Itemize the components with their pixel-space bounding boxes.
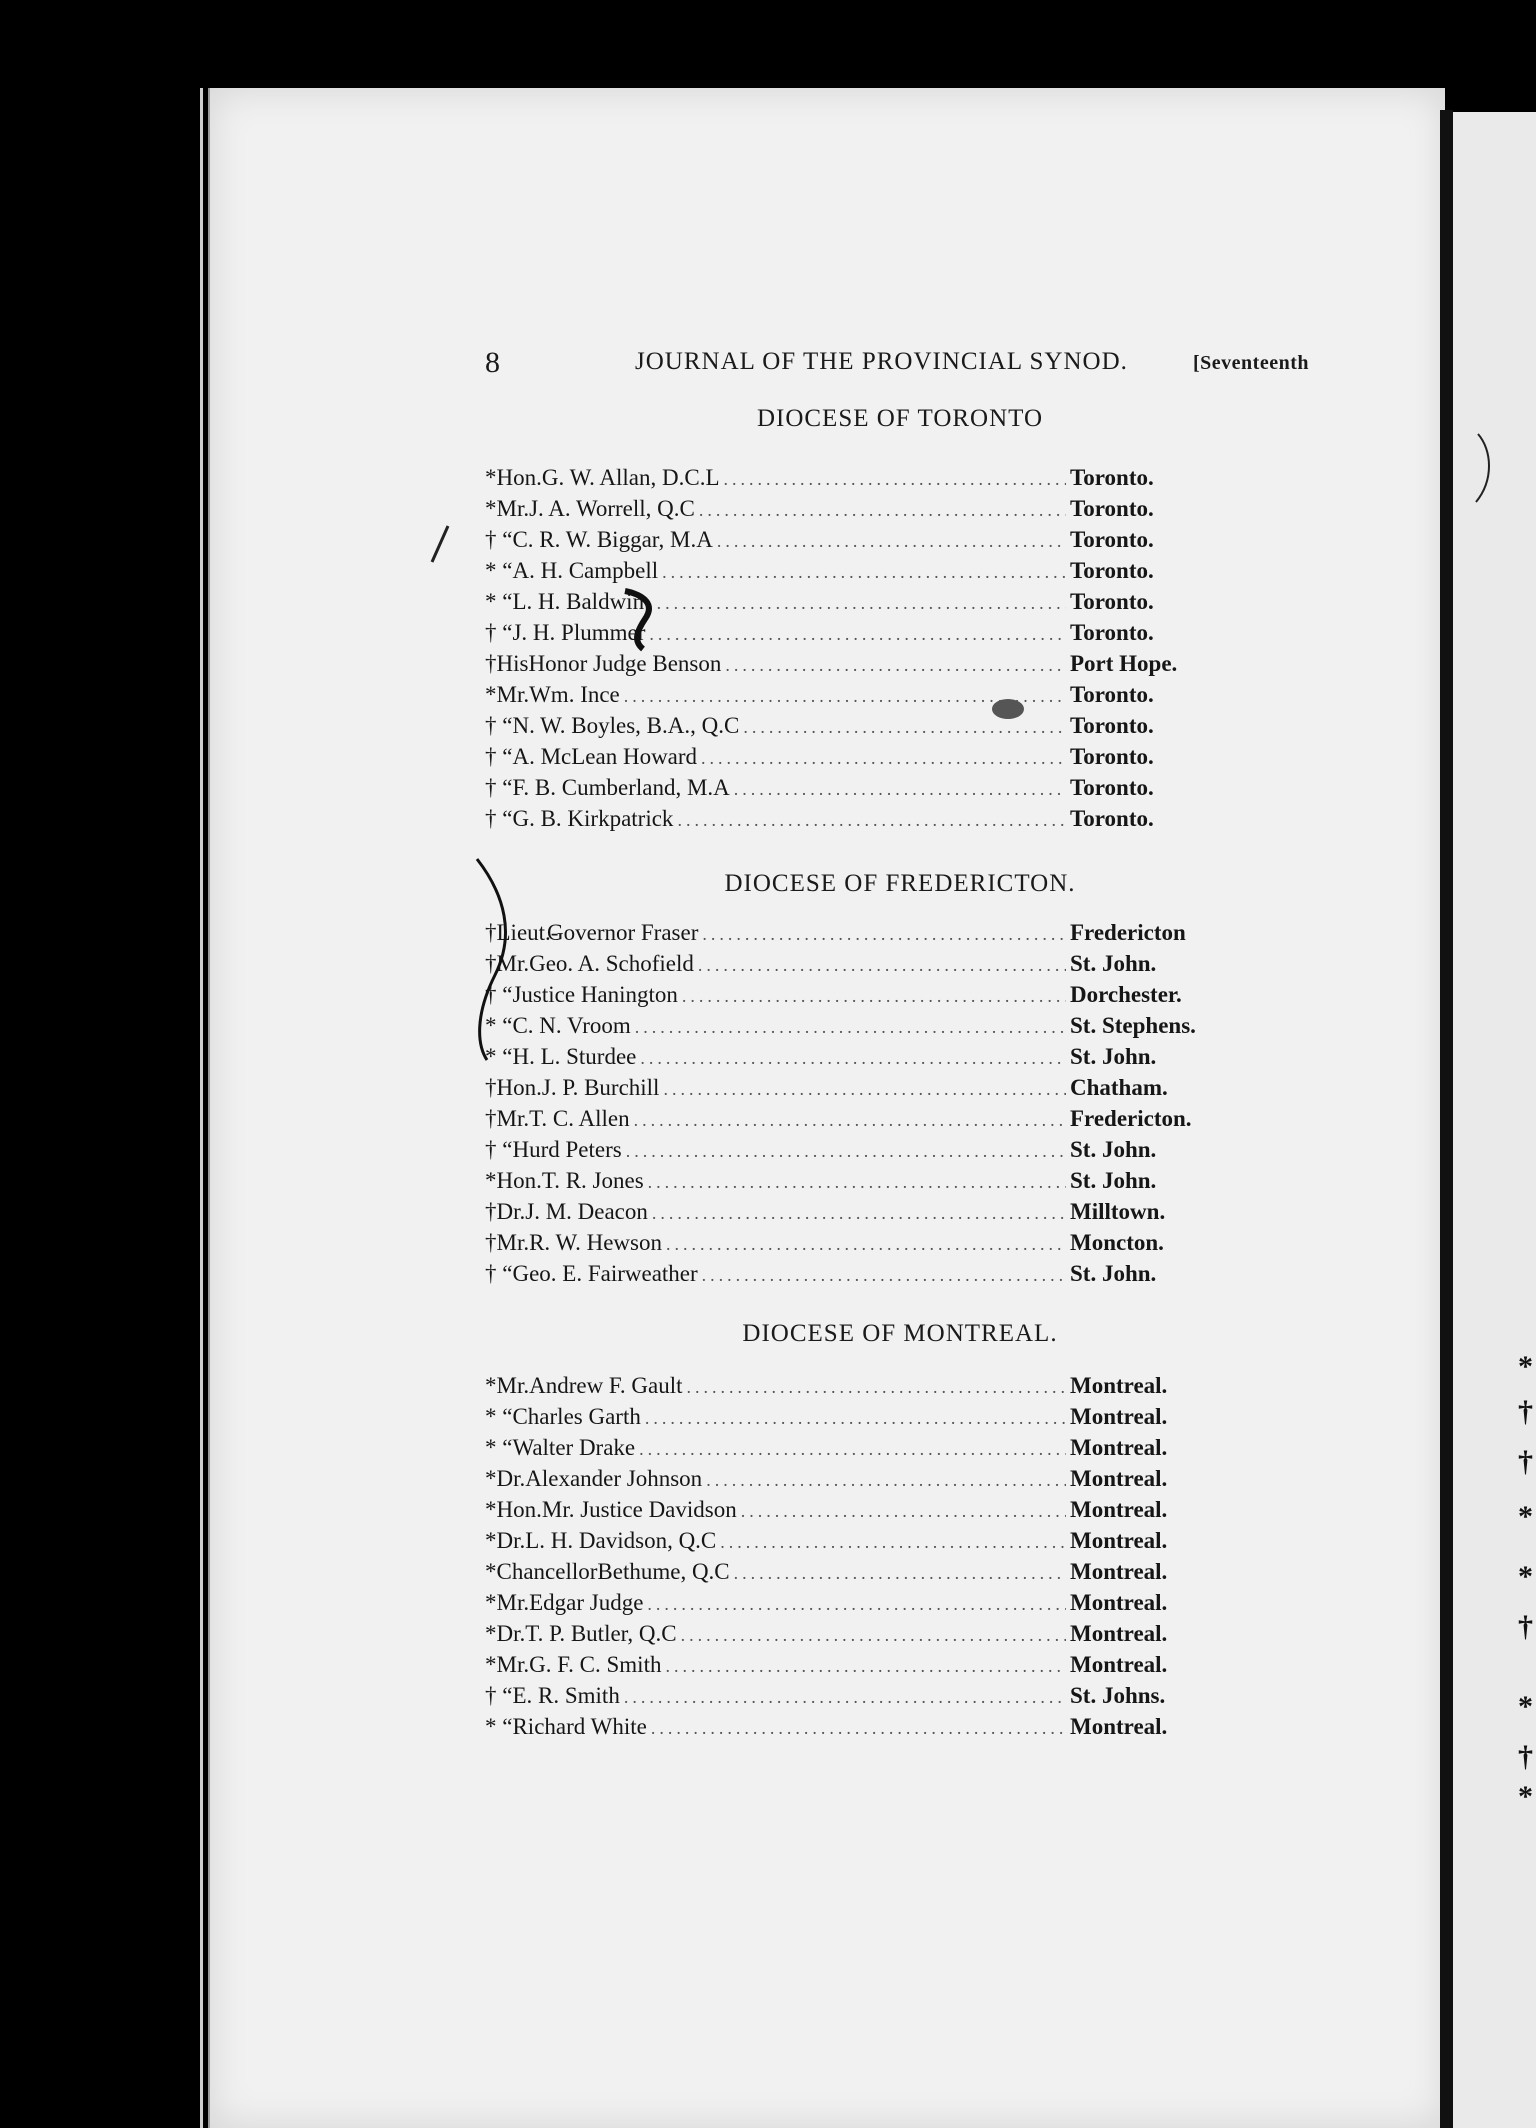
dot-leader xyxy=(648,593,1066,614)
entry-name: N. W. Boyles, B.A., Q.C xyxy=(512,713,740,738)
entry-mark: † “ xyxy=(485,713,513,738)
entry-name: Richard White xyxy=(512,1714,647,1739)
entry-name: R. W. Hewson xyxy=(529,1230,662,1255)
entry-place: Montreal. xyxy=(1070,1590,1168,1615)
entry-name: Honor Judge Benson xyxy=(528,651,722,676)
dot-leader xyxy=(645,1408,1066,1429)
dot-leader xyxy=(663,1079,1066,1100)
entry-place: Montreal. xyxy=(1070,1435,1168,1460)
entry-place: Montreal. xyxy=(1070,1714,1168,1739)
list-item xyxy=(485,920,1300,951)
list-item xyxy=(485,682,1300,713)
entry-mark: * “ xyxy=(485,1404,513,1429)
list-item xyxy=(485,589,1300,620)
margin-mark: * xyxy=(1518,1500,1533,1533)
dot-leader xyxy=(734,779,1066,800)
list-item xyxy=(485,1075,1300,1106)
entry-mark: † “ xyxy=(485,1261,513,1286)
entry-mark: *Hon. xyxy=(485,1497,542,1522)
entry-place: Toronto. xyxy=(1070,682,1154,707)
list-item xyxy=(485,1466,1300,1497)
entry-name: Bethume, Q.C xyxy=(597,1559,730,1584)
member-list-toronto xyxy=(485,465,1300,837)
entry-place: Montreal. xyxy=(1070,1497,1168,1522)
dot-leader xyxy=(701,748,1066,769)
dot-leader xyxy=(699,500,1066,521)
entry-place: St. John. xyxy=(1070,1137,1157,1162)
list-item xyxy=(485,1168,1300,1199)
entry-mark: †Mr. xyxy=(485,951,530,976)
entry-name: C. N. Vroom xyxy=(512,1013,631,1038)
entry-place: Montreal. xyxy=(1070,1621,1168,1646)
dot-leader xyxy=(702,1265,1066,1286)
entry-place: Toronto. xyxy=(1070,558,1154,583)
entry-place: Dorchester. xyxy=(1070,982,1182,1007)
entry-name: G. B. Kirkpatrick xyxy=(512,806,674,831)
dot-leader xyxy=(681,1625,1066,1646)
list-item xyxy=(485,558,1300,589)
entry-mark: *Hon. xyxy=(485,465,542,490)
dot-leader xyxy=(706,1470,1066,1491)
entry-place: Toronto. xyxy=(1070,589,1154,614)
margin-mark: † xyxy=(1518,1395,1533,1428)
entry-mark: †Mr. xyxy=(485,1106,530,1131)
entry-place: St. Stephens. xyxy=(1070,1013,1196,1038)
dot-leader xyxy=(724,469,1067,490)
entry-mark: † “ xyxy=(485,620,513,645)
entry-mark: * “ xyxy=(485,1435,513,1460)
entry-name: Charles Garth xyxy=(512,1404,641,1429)
list-item xyxy=(485,1404,1300,1435)
entry-place: Toronto. xyxy=(1070,713,1154,738)
dot-leader xyxy=(725,655,1066,676)
list-item xyxy=(485,496,1300,527)
entry-name: Walter Drake xyxy=(512,1435,636,1460)
list-item xyxy=(485,1621,1300,1652)
entry-mark: † “ xyxy=(485,1137,513,1162)
pen-stroke-mark xyxy=(1470,430,1500,510)
entry-place: St. Johns. xyxy=(1070,1683,1166,1708)
entry-mark: *Hon. xyxy=(485,1168,542,1193)
entry-name: Alexander Johnson xyxy=(525,1466,703,1491)
margin-mark: * xyxy=(1518,1690,1533,1723)
dot-leader xyxy=(647,1594,1066,1615)
entry-mark: *Chancellor xyxy=(485,1559,598,1584)
entry-name: J. H. Plummer xyxy=(512,620,646,645)
entry-place: St. John. xyxy=(1070,1261,1157,1286)
dot-leader xyxy=(741,1501,1066,1522)
entry-mark: * “ xyxy=(485,1044,513,1069)
entry-place: Montreal. xyxy=(1070,1404,1168,1429)
entry-mark: *Dr. xyxy=(485,1528,526,1553)
entry-name: Geo. A. Schofield xyxy=(529,951,694,976)
entry-mark: *Mr. xyxy=(485,682,530,707)
dot-leader xyxy=(624,1687,1066,1708)
list-item xyxy=(485,1230,1300,1261)
entry-place: Milltown. xyxy=(1070,1199,1166,1224)
entry-name: G. F. C. Smith xyxy=(529,1652,662,1677)
list-item xyxy=(485,1373,1300,1404)
entry-place: St. John. xyxy=(1070,951,1157,976)
dot-leader xyxy=(677,810,1066,831)
running-title: JOURNAL OF THE PROVINCIAL SYNOD. xyxy=(635,348,1128,375)
member-list-montreal xyxy=(485,1373,1300,1745)
entry-name: Andrew F. Gault xyxy=(529,1373,683,1398)
margin-mark: * xyxy=(1518,1350,1533,1383)
entry-name: Justice Hanington xyxy=(512,982,678,1007)
entry-name: J. M. Deacon xyxy=(525,1199,648,1224)
list-item xyxy=(485,806,1300,837)
entry-mark: †Dr. xyxy=(485,1199,526,1224)
section-title: DIOCESE OF MONTREAL. xyxy=(742,1320,1058,1347)
page-number: 8 xyxy=(485,346,500,379)
entry-name: Mr. Justice Davidson xyxy=(541,1497,737,1522)
entry-mark: *Mr. xyxy=(485,1373,530,1398)
page-edge xyxy=(200,88,203,2128)
entry-name: A. McLean Howard xyxy=(512,744,698,769)
entry-place: Fredericton. xyxy=(1070,1106,1192,1131)
entry-name: E. R. Smith xyxy=(512,1683,620,1708)
pen-stroke-mark xyxy=(420,520,460,570)
list-item xyxy=(485,1714,1300,1745)
margin-mark: * xyxy=(1518,1560,1533,1593)
entry-place: Toronto. xyxy=(1070,744,1154,769)
entry-place: St. John. xyxy=(1070,1168,1157,1193)
list-item xyxy=(485,1683,1300,1714)
entry-place: Montreal. xyxy=(1070,1528,1168,1553)
dot-leader xyxy=(686,1377,1066,1398)
list-item xyxy=(485,651,1300,682)
list-item xyxy=(485,1590,1300,1621)
entry-mark: * “ xyxy=(485,1013,513,1038)
entry-mark: † “ xyxy=(485,806,513,831)
margin-mark: † xyxy=(1518,1610,1533,1643)
entry-mark: *Mr. xyxy=(485,496,530,521)
margin-mark: † xyxy=(1518,1445,1533,1478)
member-list-fredericton xyxy=(485,920,1300,1292)
entry-name: J. A. Worrell, Q.C xyxy=(529,496,695,521)
dot-leader xyxy=(717,531,1066,552)
entry-place: Montreal. xyxy=(1070,1652,1168,1677)
entry-place: Montreal. xyxy=(1070,1466,1168,1491)
entry-name: H. L. Sturdee xyxy=(512,1044,637,1069)
section-title: DIOCESE OF TORONTO xyxy=(756,405,1044,432)
dot-leader xyxy=(639,1439,1066,1460)
entry-name: F. B. Cumberland, M.A xyxy=(512,775,730,800)
list-item xyxy=(485,1044,1300,1075)
entry-place: Toronto. xyxy=(1070,527,1154,552)
entry-name: T. C. Allen xyxy=(529,1106,630,1131)
entry-mark: †Mr. xyxy=(485,1230,530,1255)
ink-blot-mark xyxy=(615,585,665,655)
dot-leader xyxy=(648,1172,1066,1193)
list-item xyxy=(485,775,1300,806)
entry-mark: † “ xyxy=(485,744,513,769)
entry-name: J. P. Burchill xyxy=(541,1075,660,1100)
entry-name: Wm. Ince xyxy=(529,682,620,707)
entry-place: Toronto. xyxy=(1070,496,1154,521)
entry-place: Toronto. xyxy=(1070,775,1154,800)
entry-place: Toronto. xyxy=(1070,806,1154,831)
dot-leader xyxy=(662,562,1066,583)
entry-name: T. R. Jones xyxy=(541,1168,644,1193)
dot-leader xyxy=(734,1563,1066,1584)
entry-name: Governor Fraser xyxy=(547,920,699,945)
entry-name: Edgar Judge xyxy=(529,1590,644,1615)
list-item xyxy=(485,1559,1300,1590)
entry-place: Montreal. xyxy=(1070,1559,1168,1584)
list-item xyxy=(485,465,1300,496)
dot-leader xyxy=(640,1048,1066,1069)
list-item xyxy=(485,1013,1300,1044)
running-header xyxy=(485,346,1325,386)
list-item xyxy=(485,1261,1300,1292)
entry-mark: * “ xyxy=(485,589,513,614)
dot-leader xyxy=(652,1203,1066,1224)
entry-name: A. H. Campbell xyxy=(512,558,659,583)
ink-smudge xyxy=(990,695,1030,725)
dot-leader xyxy=(698,955,1066,976)
entry-mark: * “ xyxy=(485,1714,513,1739)
entry-name: Hurd Peters xyxy=(512,1137,622,1162)
section-title: DIOCESE OF FREDERICTON. xyxy=(724,870,1076,897)
dot-leader xyxy=(626,1141,1066,1162)
list-item xyxy=(485,1497,1300,1528)
entry-mark: † “ xyxy=(485,982,513,1007)
list-item xyxy=(485,527,1300,558)
entry-place: St. John. xyxy=(1070,1044,1157,1069)
entry-name: L. H. Davidson, Q.C xyxy=(525,1528,717,1553)
list-item xyxy=(485,982,1300,1013)
list-item xyxy=(485,1652,1300,1683)
dot-leader xyxy=(682,986,1066,1007)
dot-leader xyxy=(702,924,1066,945)
dot-leader xyxy=(720,1532,1066,1553)
entry-mark: *Dr. xyxy=(485,1466,526,1491)
list-item xyxy=(485,1199,1300,1230)
list-item xyxy=(485,713,1300,744)
gutter-shadow xyxy=(1440,110,1453,2128)
list-item xyxy=(485,1106,1300,1137)
entry-place: Toronto. xyxy=(1070,620,1154,645)
dot-leader xyxy=(649,624,1066,645)
adjacent-page xyxy=(1453,112,1536,2128)
entry-mark: † “ xyxy=(485,527,513,552)
entry-mark: *Mr. xyxy=(485,1590,530,1615)
entry-mark: †His xyxy=(485,651,529,676)
entry-place: Fredericton xyxy=(1070,920,1186,945)
list-item xyxy=(485,744,1300,775)
dot-leader xyxy=(666,1234,1066,1255)
dot-leader xyxy=(665,1656,1066,1677)
entry-name: C. R. W. Biggar, M.A xyxy=(512,527,713,552)
entry-place: Port Hope. xyxy=(1070,651,1178,676)
entry-name: T. P. Butler, Q.C xyxy=(525,1621,677,1646)
entry-mark: *Mr. xyxy=(485,1652,530,1677)
list-item xyxy=(485,1137,1300,1168)
entry-mark: * “ xyxy=(485,558,513,583)
margin-mark: † xyxy=(1518,1740,1533,1773)
entry-place: Moncton. xyxy=(1070,1230,1164,1255)
list-item xyxy=(485,620,1300,651)
dot-leader xyxy=(634,1110,1066,1131)
list-item xyxy=(485,1435,1300,1466)
entry-mark: † “ xyxy=(485,1683,513,1708)
bracket-pen-mark xyxy=(465,855,535,1070)
entry-place: Toronto. xyxy=(1070,465,1154,490)
entry-place: Chatham. xyxy=(1070,1075,1168,1100)
entry-mark: †Hon. xyxy=(485,1075,542,1100)
entry-name: G. W. Allan, D.C.L xyxy=(541,465,720,490)
entry-mark: † “ xyxy=(485,775,513,800)
entry-name: Geo. E. Fairweather xyxy=(512,1261,698,1286)
entry-mark: *Dr. xyxy=(485,1621,526,1646)
list-item xyxy=(485,951,1300,982)
list-item xyxy=(485,1528,1300,1559)
entry-name: L. H. Baldwin xyxy=(512,589,645,614)
margin-mark: * xyxy=(1518,1780,1533,1813)
entry-place: Montreal. xyxy=(1070,1373,1168,1398)
dot-leader xyxy=(635,1017,1066,1038)
entry-mark: †Lieut.- xyxy=(485,920,559,945)
dot-leader xyxy=(651,1718,1066,1739)
running-head-right: [Seventeenth xyxy=(1193,352,1309,374)
